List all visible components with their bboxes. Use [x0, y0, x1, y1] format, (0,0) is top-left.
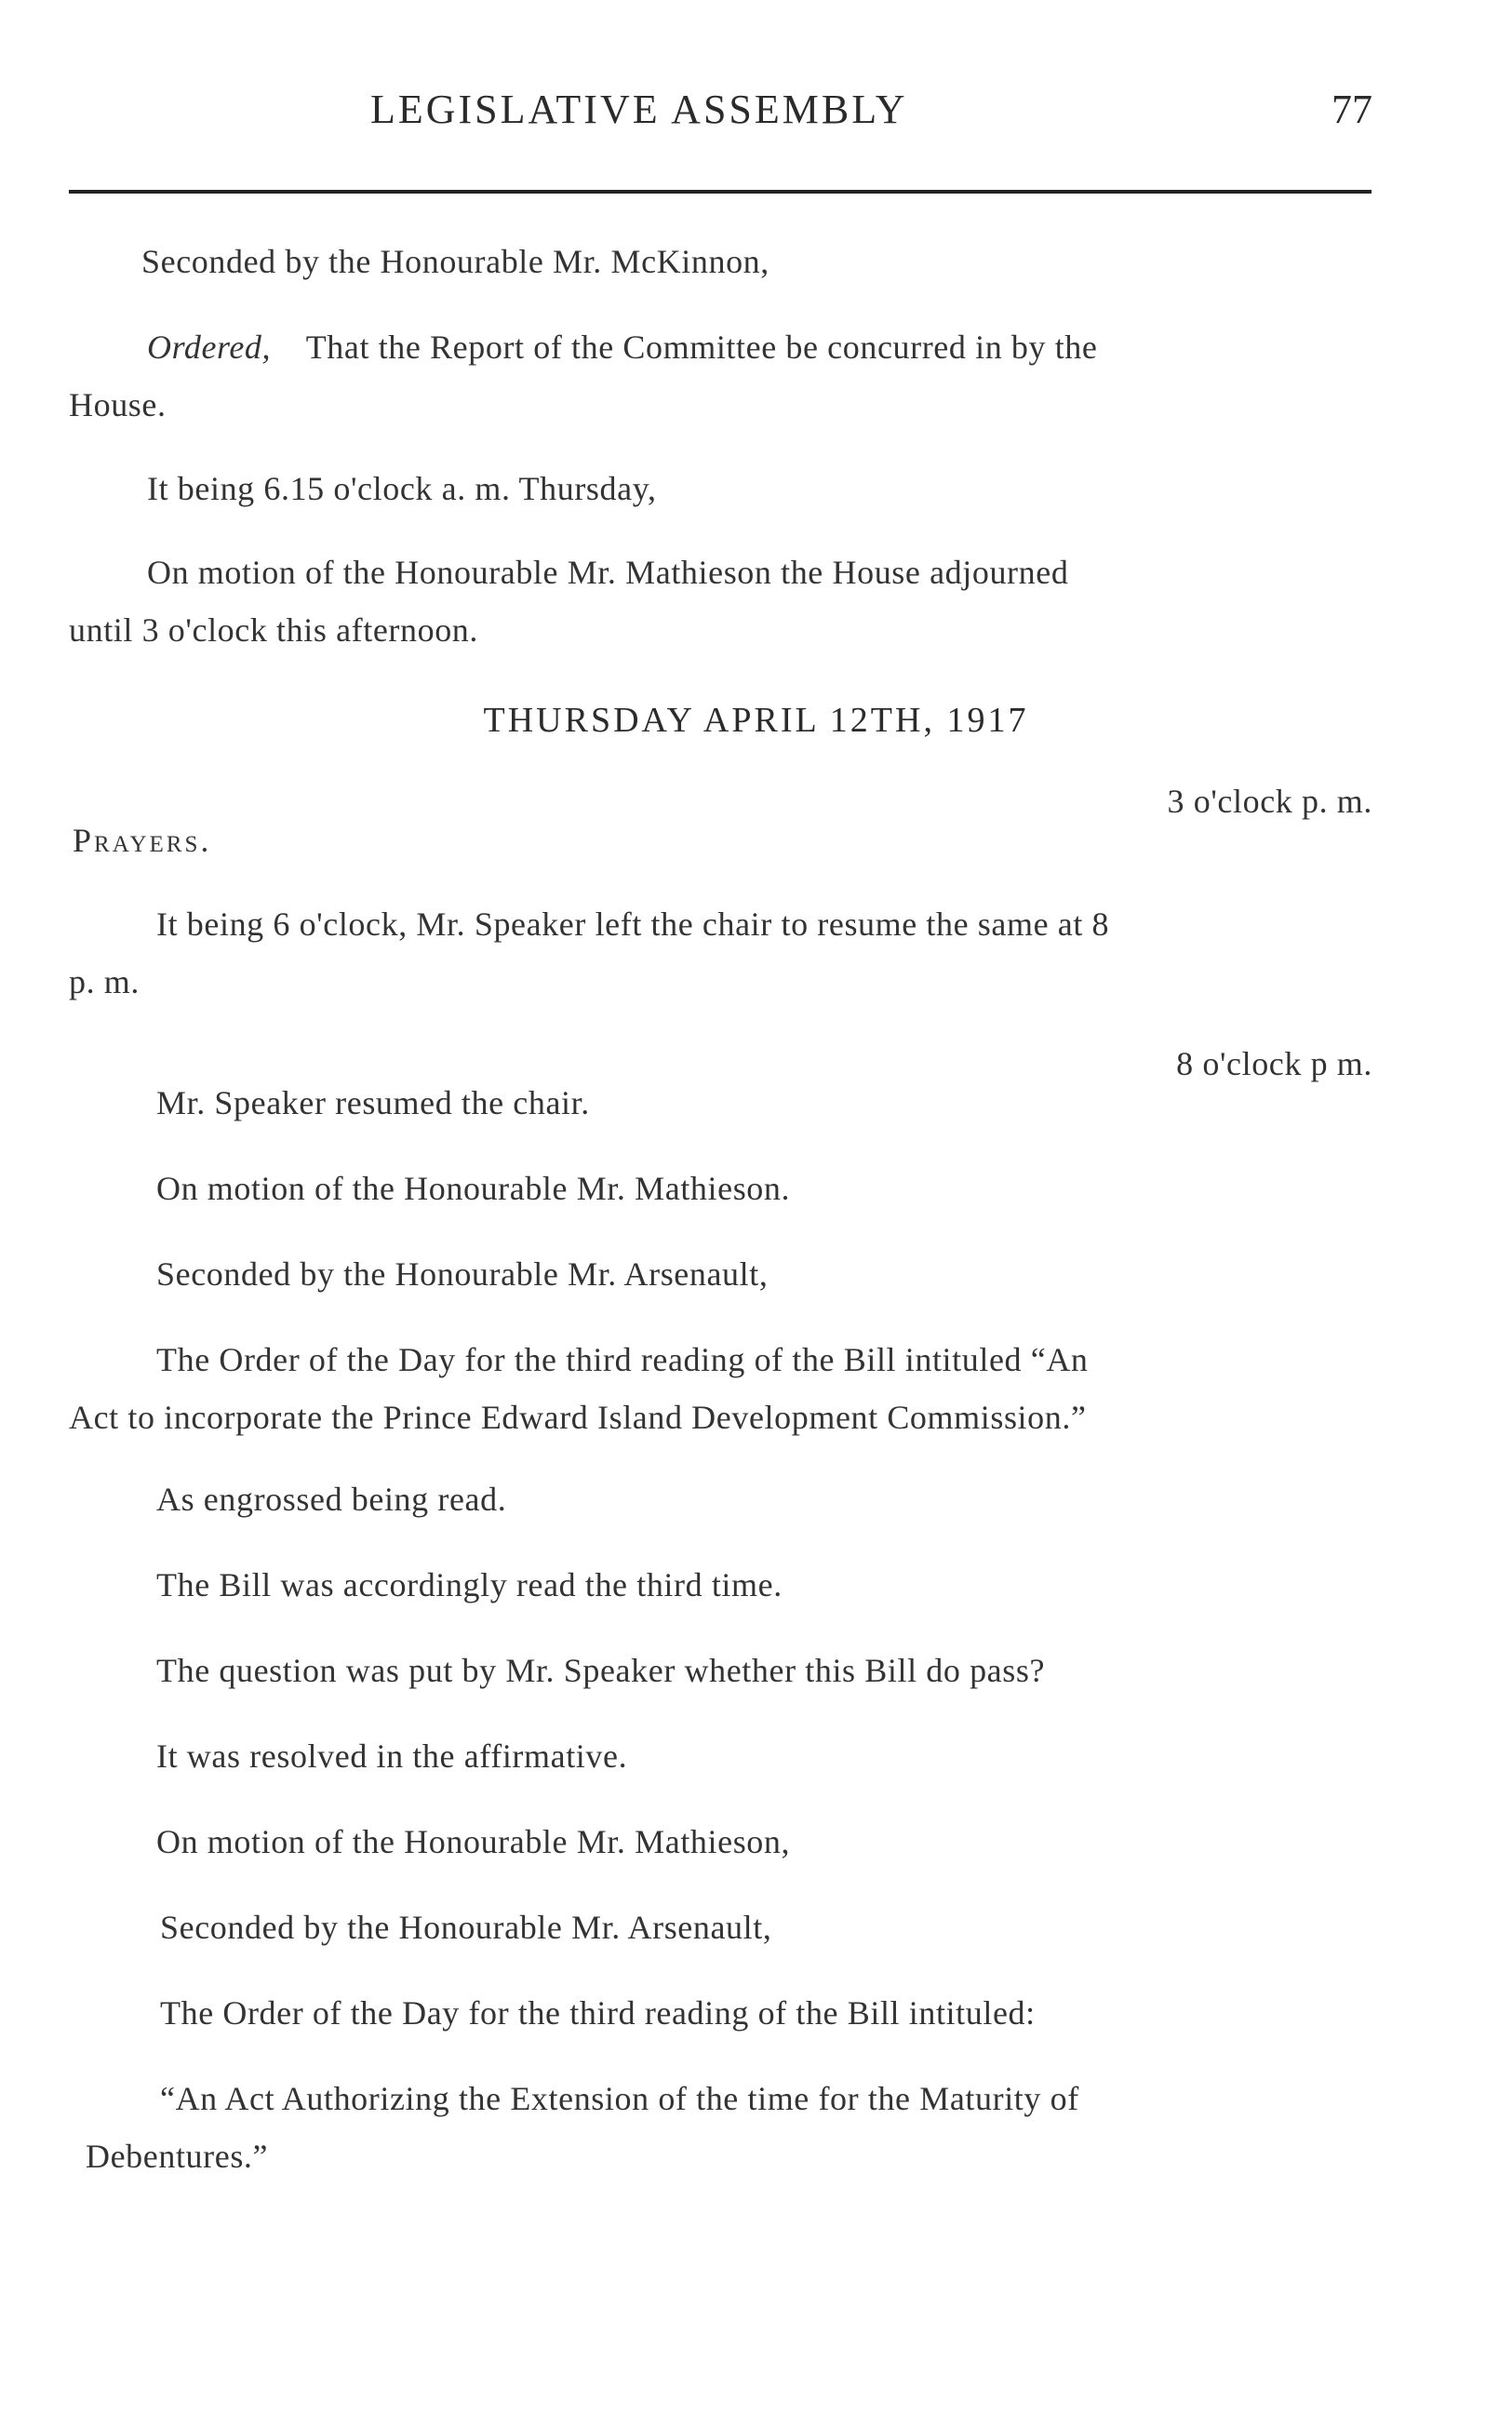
- paragraph-text: The Order of the Day for the third reading of the Bill intituled:: [160, 1994, 1036, 2032]
- paragraph-motion-mathieson-1: [156, 1160, 790, 1217]
- six-oclock-line-2: p. m.: [69, 963, 140, 1000]
- paragraph-seconded-mckinnon: [141, 233, 769, 290]
- ordered-text: That the Report of the Committee be concurred in by the: [305, 329, 1098, 366]
- order-day-1-line-1: The Order of the Day for the third reading of the Bill intituled “An: [156, 1341, 1089, 1378]
- paragraph-act-debentures: [86, 2070, 1381, 2185]
- paragraph-six-oclock: [69, 895, 1372, 1011]
- paragraph-text: Seconded by the Honourable Mr. Arsenault,: [156, 1255, 769, 1293]
- paragraph-text: It being 6.15 o'clock a. m. Thursday,: [147, 470, 657, 507]
- adjourned-line-1: On motion of the Honourable Mr. Mathieson the House adjourned: [147, 554, 1069, 591]
- paragraph-text: On motion of the Honourable Mr. Mathieson.: [156, 1170, 791, 1207]
- paragraph-seconded-arsenault-1: [156, 1245, 768, 1303]
- paragraph-speaker-resumed: [156, 1074, 590, 1132]
- paragraph-order-of-day-2: [160, 1984, 1036, 2042]
- order-day-1-line-2: Act to incorporate the Prince Edward Island Development Commission.”: [69, 1399, 1087, 1436]
- time-text: 3 o'clock p. m.: [1167, 783, 1372, 820]
- paragraph-text: Mr. Speaker resumed the chair.: [156, 1084, 590, 1121]
- six-oclock-line-1: It being 6 o'clock, Mr. Speaker left the chair to resume the same at 8: [156, 905, 1110, 943]
- paragraph-engrossed: [156, 1470, 506, 1528]
- paragraph-text: Seconded by the Honourable Mr. McKinnon,: [141, 243, 769, 280]
- ordered-line-2: House.: [69, 386, 167, 423]
- time-text: 8 o'clock p m.: [1176, 1045, 1372, 1082]
- ordered-line-1: [69, 318, 1372, 376]
- paragraph-third-time: [156, 1556, 783, 1614]
- prayers-label: [73, 812, 211, 869]
- paragraph-text: On motion of the Honourable Mr. Mathieson,: [156, 1823, 791, 1860]
- debentures-line-1: “An Act Authorizing the Extension of the time for the Maturity of: [160, 2080, 1079, 2117]
- prayers-text: Prayers.: [73, 822, 212, 859]
- running-head: [0, 86, 1512, 151]
- adjourned-line-2: until 3 o'clock this afternoon.: [69, 611, 479, 649]
- paragraph-text: It was resolved in the affirmative.: [156, 1737, 628, 1775]
- paragraph-time-615: [147, 460, 657, 517]
- paragraph-motion-mathieson-2: [156, 1813, 790, 1871]
- paragraph-seconded-arsenault-2: [160, 1898, 771, 1956]
- time-8pm: [1176, 1035, 1372, 1093]
- debentures-line-2: Debentures.”: [86, 2138, 269, 2175]
- paragraph-text: The question was put by Mr. Speaker whether this Bill do pass?: [156, 1652, 1046, 1689]
- paragraph-text: As engrossed being read.: [156, 1481, 507, 1518]
- date-heading: THURSDAY APRIL 12TH, 1917: [483, 701, 1029, 740]
- running-title: LEGISLATIVE ASSEMBLY: [370, 87, 908, 132]
- paragraph-adjourned: [69, 543, 1372, 659]
- paragraph-text: The Bill was accordingly read the third time.: [156, 1566, 783, 1603]
- paragraph-question-put: [156, 1642, 1045, 1699]
- header-rule: [69, 190, 1372, 194]
- time-3pm: [1168, 772, 1372, 830]
- paragraph-resolved: [156, 1727, 627, 1785]
- page-number: 77: [1331, 87, 1372, 132]
- ordered-italic: Ordered,: [147, 329, 272, 366]
- paragraph-order-of-day-1: [69, 1331, 1381, 1446]
- paragraph-text: Seconded by the Honourable Mr. Arsenault,: [160, 1909, 772, 1946]
- paragraph-ordered: [69, 318, 1372, 434]
